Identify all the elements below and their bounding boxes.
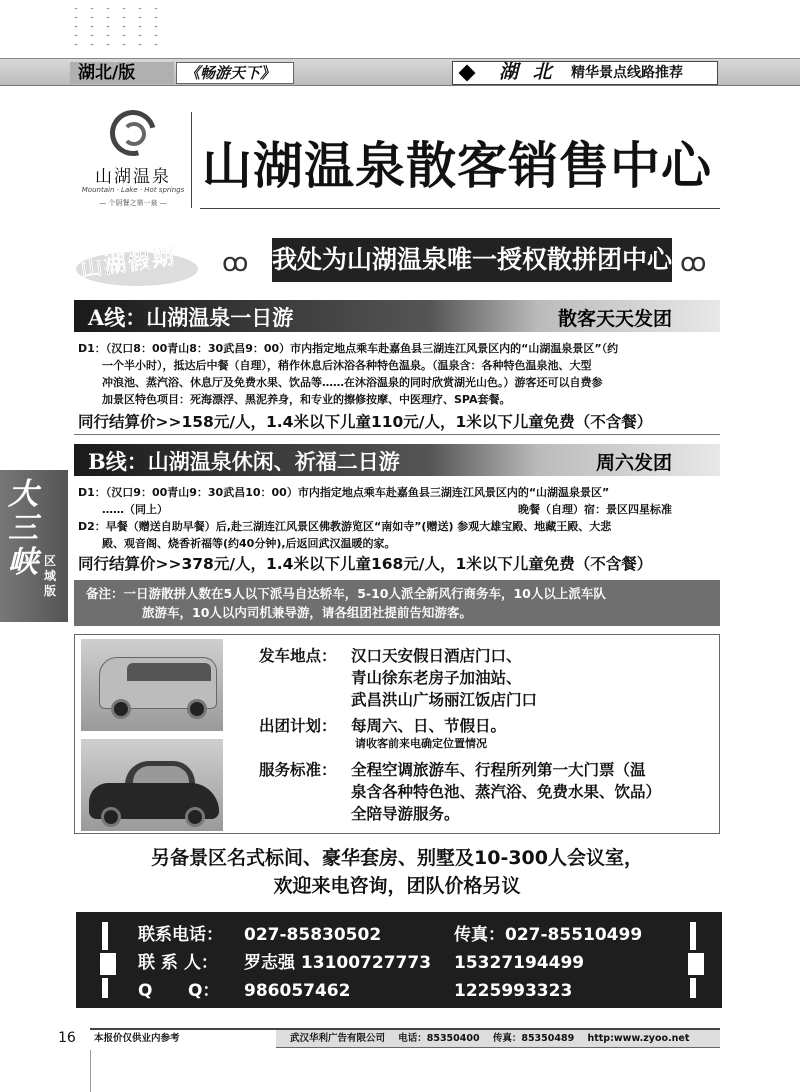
service-info-box <box>74 634 720 834</box>
plan-note: 请收客前来电确定位置情况 <box>355 737 487 750</box>
itinerary-line: D2：早餐（赠送自助早餐）后,赴三湖连江风景区佛教游览区“南如寺”(赠送) 参观大雄宝殿、地藏王殿、大悲 <box>78 520 612 533</box>
contact-row-qq <box>138 976 572 1001</box>
logo-name-en: Mountain · Lake · Hot springs <box>81 186 185 194</box>
extra-offer-line: 另备景区名式标间、豪华套房、别墅及10-300人会议室， <box>151 847 643 869</box>
divider <box>90 1050 91 1092</box>
footer-bar <box>90 1028 720 1048</box>
logo-name-cn: 山湖温泉 <box>95 167 171 187</box>
ornament-left-icon: ꝏ <box>222 248 249 278</box>
extra-offer-line: 欢迎来电咨询，团队价格另议 <box>273 875 521 897</box>
divider <box>74 434 720 435</box>
divider <box>690 922 696 998</box>
itinerary-line: D1：（汉口8：00青山8：30武昌9：00）市内指定地点乘车赴嘉鱼县三湖连江风景区内的“山湖温泉景区”（约 <box>78 342 619 355</box>
decorative-dots <box>68 4 164 48</box>
recommend-text: 精华景点线路推荐 <box>571 65 683 81</box>
itinerary-line: D1：（汉口9：00青山9：30武昌10：00）市内指定地点乘车赴嘉鱼县三湖连江风景区内的“山湖温泉景区” <box>78 486 610 499</box>
itinerary-line: 加景区特色项目：死海漂浮、黑泥养身，和专业的擦修按摩、中医理疗、SPA套餐。 <box>102 393 511 406</box>
tour-plan <box>259 715 506 751</box>
side-tab-title: 大三峡 <box>8 477 38 580</box>
remarks-box <box>74 580 720 626</box>
region-side-tab <box>0 470 68 622</box>
service-label: 服务标准： <box>259 761 337 779</box>
side-tab-subtitle: 区域版 <box>44 554 57 598</box>
divider <box>200 208 720 209</box>
mobile-number: 15327194499 <box>454 953 585 973</box>
page-number: 16 <box>58 1030 76 1046</box>
company-info: 武汉华利广告有限公司 电话：85350400 传真：85350489 http:www.zyoo.net <box>290 1033 690 1044</box>
itinerary-line: 殿、观音阁、烧香祈福等(约40分钟),后返回武汉温暖的家。 <box>102 537 396 550</box>
plan-value: 每周六、日、节假日。 <box>351 717 507 735</box>
slogan-banner: 我处为山湖温泉唯一授权散拼团中心 <box>272 238 672 282</box>
phone-label: 联系电话： <box>138 925 223 945</box>
route-b-price: 同行结算价>>378元/人，1.4米以下儿童168元/人，1米以下儿童免费（不含餐） <box>78 555 653 573</box>
qq-label: Q Q： <box>138 981 220 1001</box>
departure-point: 青山徐东老房子加油站、 <box>351 669 522 687</box>
route-b-title: B线：山湖温泉休闲、祈福二日游 <box>88 449 400 474</box>
logo-tagline: — 个厨餐之第一泉 — <box>99 199 167 207</box>
fax-number: 027-85510499 <box>505 925 643 945</box>
recommend-banner <box>452 61 718 85</box>
qq-number: 986057462 <box>244 981 351 1001</box>
route-a-title: A线：山湖温泉一日游 <box>88 305 294 330</box>
remark-line: 旅游车，10人以内司机兼导游，请各组团社提前告知游客。 <box>142 605 472 620</box>
remark-line: 备注：一日游散拼人数在5人以下派马自达轿车，5-10人派全新风行商务车，10人以上派车队 <box>86 586 606 601</box>
departure-info <box>259 645 537 711</box>
sedan-photo <box>81 739 223 831</box>
brand-logo <box>78 110 188 210</box>
route-b-header <box>74 444 720 476</box>
route-a-itinerary <box>78 340 724 408</box>
route-a-schedule: 散客天天发团 <box>558 308 673 330</box>
person-name-mobile: 罗志强 13100727773 <box>244 953 432 973</box>
header-bar <box>0 58 800 86</box>
route-b-itinerary <box>78 484 724 552</box>
divider <box>191 112 192 208</box>
itinerary-line: 冲浪池、蒸汽浴、休息厅及免费水果、饮品等……在沐浴温泉的同时欣赏湖光山色。）游客还可以自费参 <box>102 376 603 389</box>
ornament-right-icon: ꝏ <box>680 248 707 278</box>
person-label: 联 系 人： <box>138 953 218 973</box>
holiday-badge <box>72 238 202 286</box>
contact-row-person <box>138 948 584 973</box>
route-b-schedule: 周六发团 <box>596 452 673 474</box>
page-title: 山湖温泉散客销售中心 <box>202 136 712 195</box>
service-standard <box>259 759 661 825</box>
contact-box <box>76 912 722 1008</box>
fax-label: 传真： <box>454 925 505 945</box>
magazine-name: 《畅游天下》 <box>176 62 294 84</box>
divider <box>102 922 108 998</box>
departure-point: 汉口天安假日酒店门口、 <box>351 647 522 665</box>
service-line: 泉含各种特色池、蒸汽浴、免费水果、饮品） <box>351 783 662 801</box>
van-photo <box>81 639 223 731</box>
contact-row-phone <box>138 920 642 945</box>
disclaimer-text: 本报价仅供业内参考 <box>90 1030 276 1048</box>
itinerary-line: 一个半小时），抵达后中餐（自理），稍作休息后沐浴各种特色温泉。（温泉含：各种特色温泉池、大型 <box>102 359 592 372</box>
route-a-header <box>74 300 720 332</box>
badge-text: 山湖假期 <box>78 243 178 283</box>
route-a-price: 同行结算价>>158元/人，1.4米以下儿童110元/人，1米以下儿童免费（不含餐） <box>78 413 653 431</box>
itinerary-line: ……（同上） 晚餐（自理）宿：景区四星标准 <box>102 503 672 516</box>
departure-point: 武昌洪山广场丽江饭店门口 <box>351 691 538 709</box>
recommend-region: 湖 北 <box>499 61 556 83</box>
departure-label: 发车地点： <box>259 647 337 665</box>
qq-number: 1225993323 <box>454 981 573 1001</box>
diamond-icon <box>459 65 476 82</box>
service-line: 全陪导游服务。 <box>351 805 460 823</box>
region-label: 湖北/版 <box>70 62 174 84</box>
phone-number: 027-85830502 <box>244 925 382 945</box>
service-line: 全程空调旅游车、行程所列第一大门票（温 <box>351 761 646 779</box>
plan-label: 出团计划： <box>259 717 337 735</box>
